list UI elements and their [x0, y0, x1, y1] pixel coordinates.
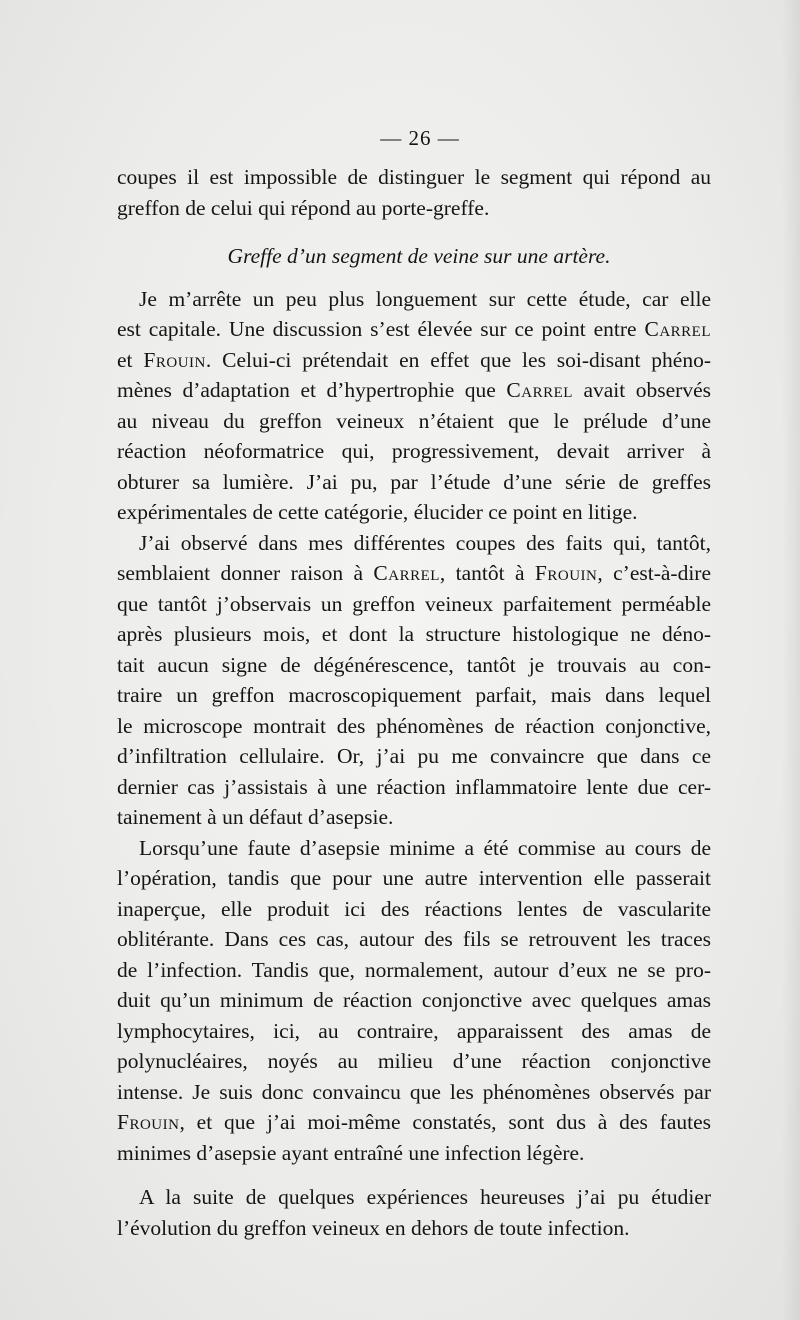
paragraph-observations [117, 528, 711, 833]
paragraph-conclusion [117, 1182, 711, 1243]
text-span: avait observés [572, 378, 711, 402]
text-line: intense. Je suis donc convaincu que les phénomènes observés par [117, 1079, 711, 1104]
author-name-frouin: Frouin [143, 347, 206, 372]
text-span: , c’est-à-dire [597, 561, 711, 585]
section-heading: Greffe d’un segment de veine sur une artère. [227, 244, 611, 268]
page-edge-shadow [782, 0, 800, 1320]
text-line: oblitérante. Dans ces cas, autour des fils se retrouvent les traces [117, 927, 711, 951]
text-line: Je m’arrête un peu plus longuement sur cette étude, car elle [139, 286, 711, 311]
paragraph-spacer [117, 1168, 711, 1182]
text-line: tainement à un défaut d’asepsie. [117, 805, 394, 829]
text-line: A la suite de quelques expériences heureuses j’ai pu étudier [139, 1185, 711, 1209]
text-line: le microscope montrait des phénomènes de réaction conjonctive, [117, 713, 711, 738]
text-line: dernier cas j’assistais à une réaction inflammatoire lente due cer- [117, 774, 711, 799]
text-line: coupes il est impossible de distinguer le segment qui répond au [117, 165, 711, 189]
paragraph-asepsie [117, 833, 711, 1169]
author-name-carrel: Carrel [644, 317, 711, 341]
text-line [117, 375, 711, 406]
text-span: . Celui-ci prétendait en effet que les soi-disant phéno- [205, 347, 711, 372]
text-line: greffon de celui qui répond au porte-greffe. [117, 195, 490, 220]
text-line [117, 1107, 711, 1138]
text-line [117, 558, 711, 589]
text-span: , et que j’ai moi-même constatés, sont dus à des fautes [179, 1110, 711, 1134]
text-line: minimes d’asepsie ayant entraîné une infection légère. [117, 1140, 585, 1165]
text-span: et [117, 347, 144, 372]
author-name-frouin: Frouin [117, 1110, 180, 1134]
text-line: réaction néoformatrice qui, progressivement, devait arriver à [117, 439, 711, 463]
text-line: inaperçue, elle produit ici des réactions lentes de vascularite [117, 896, 711, 921]
text-span: est capitale. Une discussion s’est élevée sur ce point entre [117, 317, 645, 341]
text-line: traire un greffon macroscopiquement parfait, mais dans lequel [117, 683, 711, 707]
text-line: après plusieurs mois, et dont la structure histologique ne déno- [117, 622, 711, 646]
text-line: de l’infection. Tandis que, normalement, autour d’eux ne se pro- [117, 957, 711, 982]
author-name-carrel: Carrel [373, 561, 440, 585]
text-line: obturer sa lumière. J’ai pu, par l’étude d’une série de greffes [117, 469, 711, 494]
text-line: d’infiltration cellulaire. Or, j’ai pu me convaincre que dans ce [117, 744, 711, 768]
text-line: J’ai observé dans mes différentes coupes des faits qui, tantôt, [139, 530, 711, 555]
text-span: mènes d’adaptation et d’hypertrophie que [117, 378, 507, 402]
text-line: lymphocytaires, ici, au contraire, apparaissent des amas de [117, 1018, 711, 1043]
text-line: l’opération, tandis que pour une autre intervention elle passerait [117, 866, 711, 890]
paragraph-capitale [117, 284, 711, 528]
text-line: polynucléaires, noyés au milieu d’une réaction conjonctive [117, 1049, 711, 1073]
text-span: semblaient donner raison à [117, 561, 374, 585]
text-line [117, 345, 711, 376]
author-name-carrel: Carrel [506, 378, 573, 402]
text-line: Lorsqu’une faute d’asepsie minime a été commise au cours de [139, 835, 711, 860]
text-span: , tantôt à [439, 561, 535, 585]
text-line: expérimentales de cette catégorie, élucider ce point en litige. [117, 500, 638, 524]
text-line: au niveau du greffon veineux n’étaient que le prélude d’une [117, 408, 711, 433]
paragraph-continuation [117, 162, 711, 223]
text-line: que tantôt j’observais un greffon veineux parfaitement perméable [117, 591, 711, 616]
text-line [117, 314, 711, 345]
text-line: tait aucun signe de dégénérescence, tantôt je trouvais au con- [117, 652, 711, 677]
page-number: — 26 — [380, 126, 460, 150]
body-text [117, 162, 711, 1243]
text-line: duit qu’un minimum de réaction conjonctive avec quelques amas [117, 988, 711, 1012]
author-name-frouin: Frouin [534, 561, 598, 585]
text-line: l’évolution du greffon veineux en dehors de toute infection. [117, 1215, 630, 1240]
